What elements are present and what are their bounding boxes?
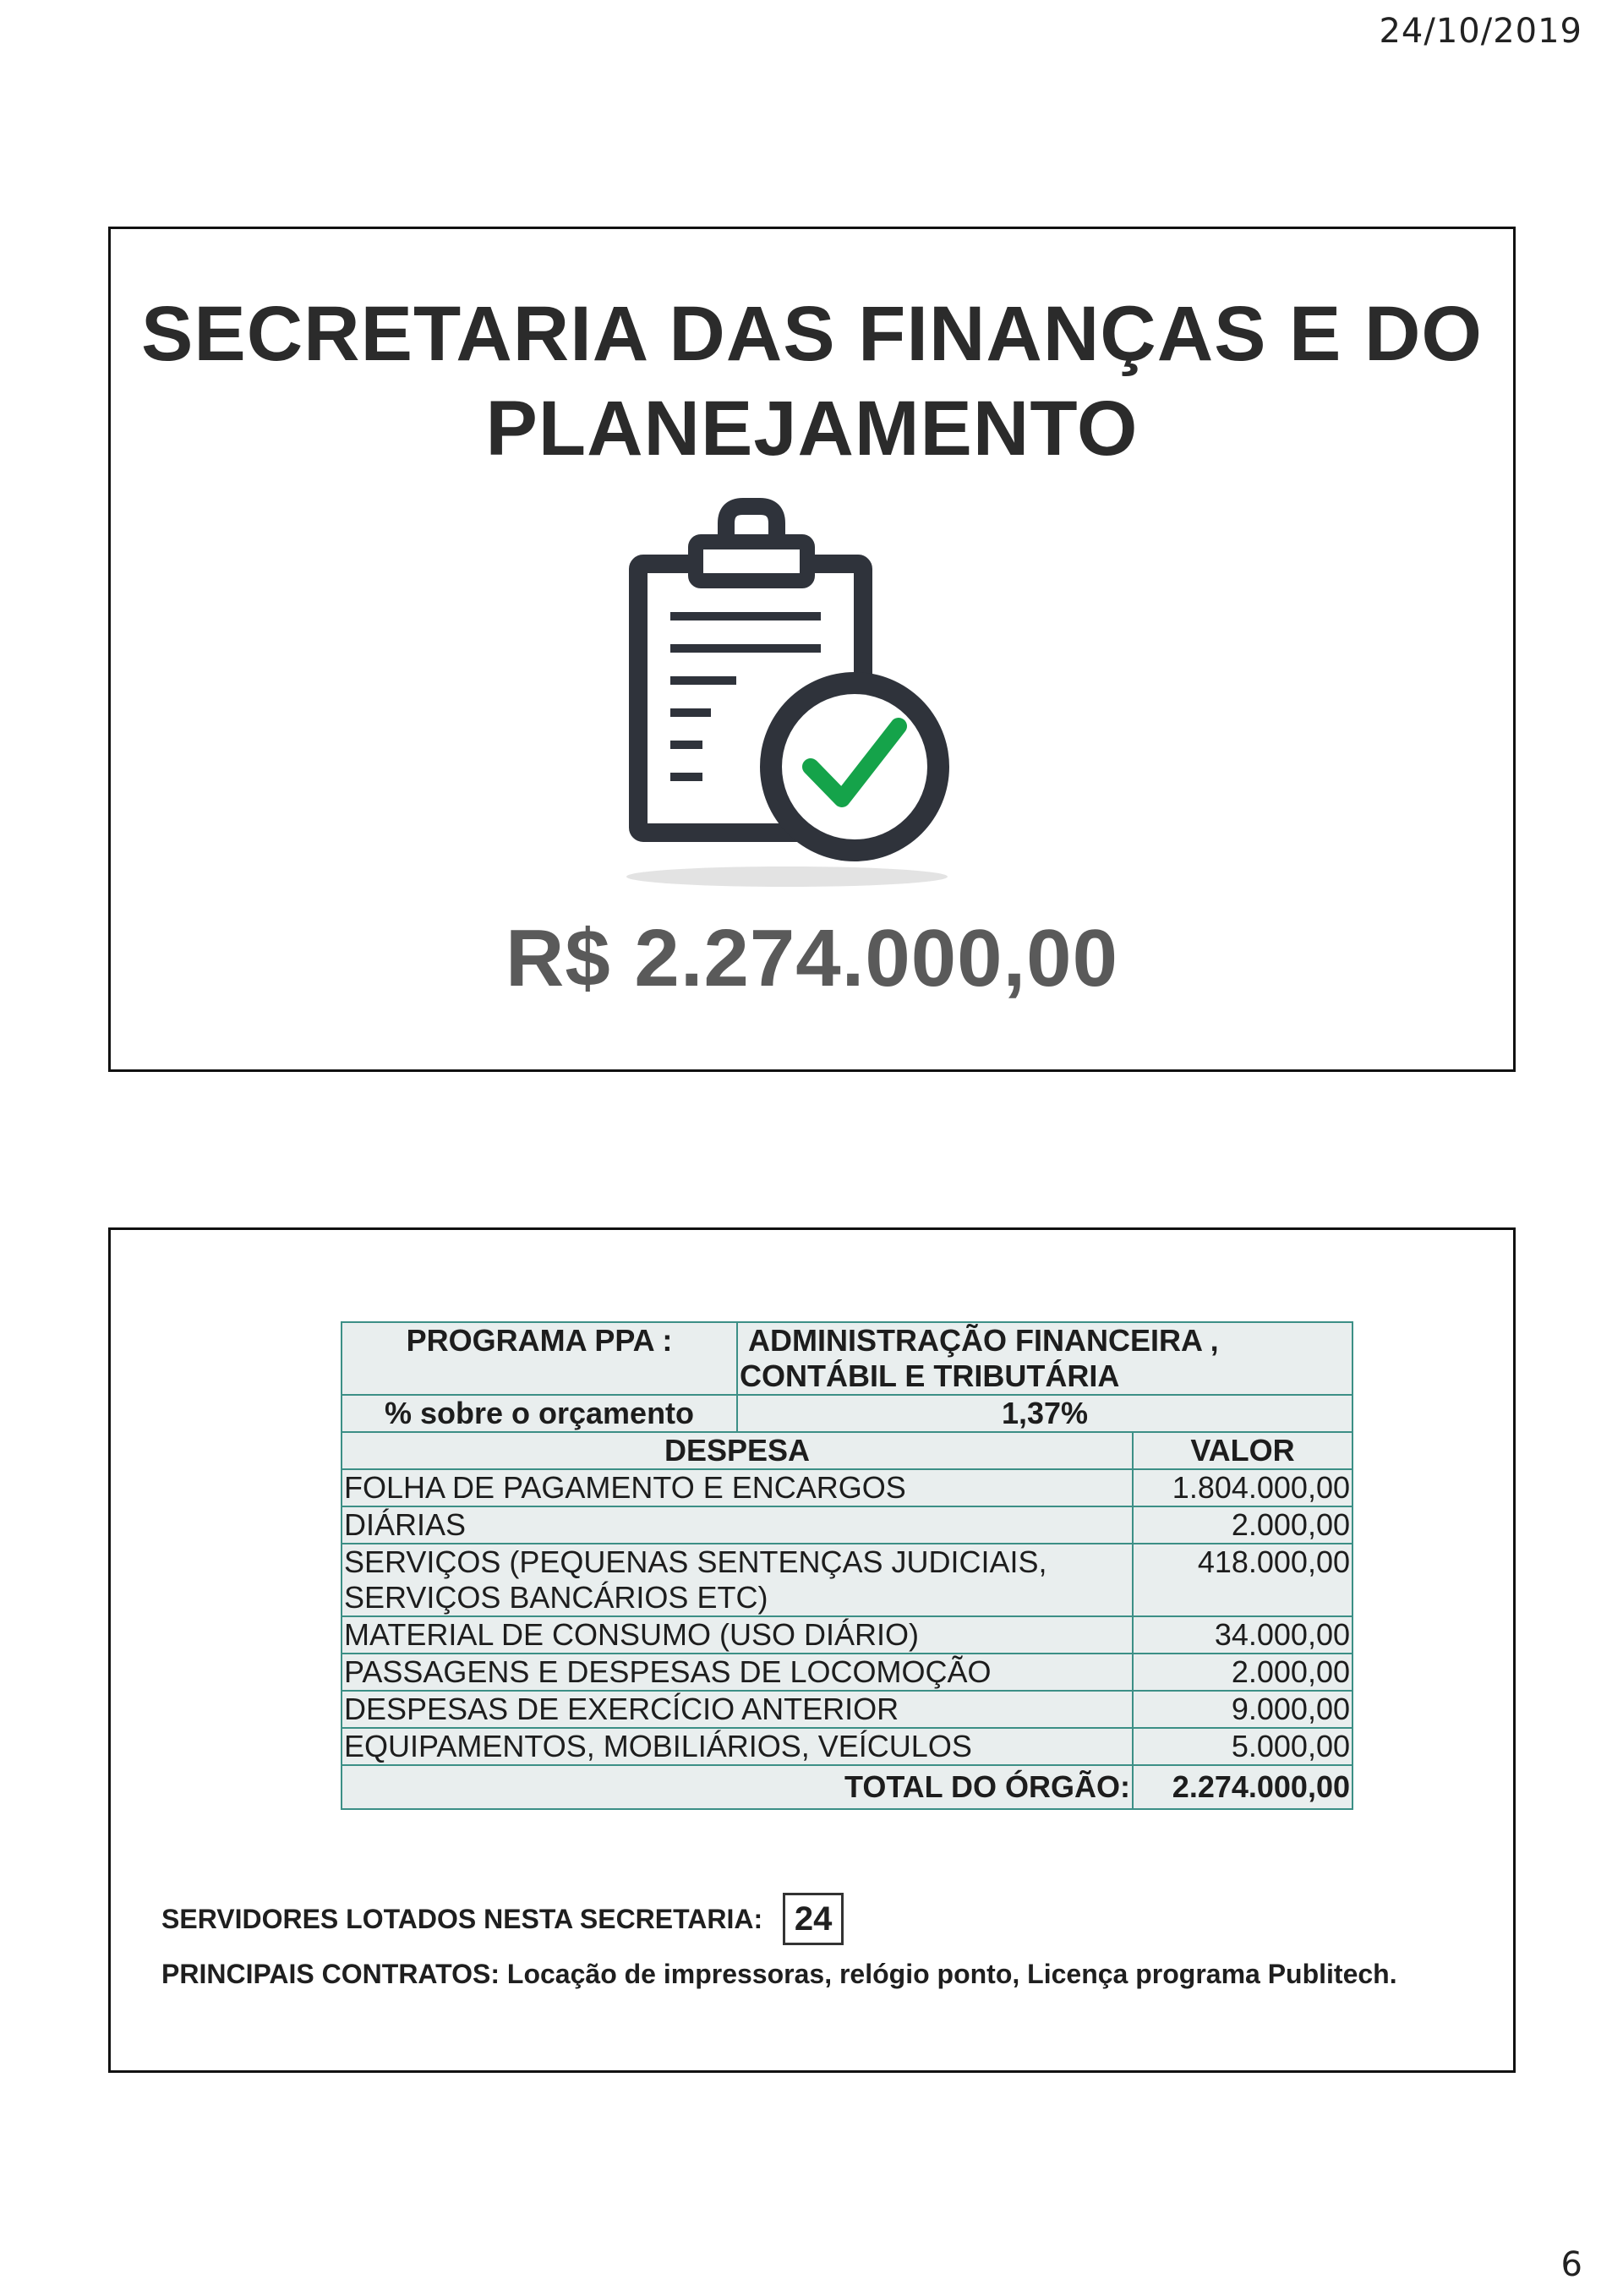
- table-total-row: [342, 1765, 1352, 1809]
- total-value: 2.274.000,00: [1133, 1765, 1352, 1809]
- table-row: [342, 1544, 1352, 1616]
- slide-budget-detail: [108, 1227, 1516, 2073]
- staff-label: SERVIDORES LOTADOS NESTA SECRETARIA:: [161, 1903, 763, 1934]
- table-header-row: [342, 1432, 1352, 1469]
- page-number: 6: [1560, 2245, 1582, 2284]
- program-value-line-2: CONTÁBIL E TRIBUTÁRIA: [740, 1358, 1120, 1393]
- column-header-value: VALOR: [1133, 1432, 1352, 1469]
- table-row: [342, 1469, 1352, 1506]
- clipboard-check-icon: [626, 498, 998, 887]
- value-cell: 34.000,00: [1133, 1616, 1352, 1654]
- staff-count: 24: [783, 1893, 844, 1945]
- contracts-row: [161, 1959, 1397, 1990]
- total-label: TOTAL DO ÓRGÃO:: [342, 1765, 1133, 1809]
- title-line-1: SECRETARIA DAS FINANÇAS E DO: [141, 291, 1483, 377]
- table-row: [342, 1654, 1352, 1691]
- percent-value: 1,37%: [737, 1395, 1352, 1432]
- value-cell: 2.000,00: [1133, 1654, 1352, 1691]
- title-line-2: PLANEJAMENTO: [485, 385, 1139, 472]
- value-cell: 9.000,00: [1133, 1691, 1352, 1728]
- value-cell: 418.000,00: [1133, 1544, 1352, 1616]
- table-row: [342, 1691, 1352, 1728]
- expense-line-1: SERVIÇOS (PEQUENAS SENTENÇAS JUDICIAIS,: [344, 1544, 1047, 1579]
- staff-row: [161, 1893, 844, 1945]
- program-label: PROGRAMA PPA :: [342, 1322, 737, 1395]
- table-row: [342, 1728, 1352, 1765]
- table-row-percent: [342, 1395, 1352, 1432]
- table-row: [342, 1616, 1352, 1654]
- program-value-line-1: ADMINISTRAÇÃO FINANCEIRA ,: [748, 1323, 1219, 1358]
- expense-line-2: SERVIÇOS BANCÁRIOS ETC): [344, 1580, 768, 1615]
- page-date: 24/10/2019: [1379, 12, 1582, 51]
- expense-cell: DESPESAS DE EXERCÍCIO ANTERIOR: [342, 1691, 1133, 1728]
- contracts-text: Locação de impressoras, relógio ponto, Licença programa Publitech.: [500, 1959, 1397, 1989]
- table-row: [342, 1506, 1352, 1544]
- percent-label: % sobre o orçamento: [342, 1395, 737, 1432]
- slide-title-card: [108, 227, 1516, 1072]
- program-value: [737, 1322, 1352, 1395]
- contracts-label: PRINCIPAIS CONTRATOS:: [161, 1959, 500, 1989]
- expense-cell: MATERIAL DE CONSUMO (USO DIÁRIO): [342, 1616, 1133, 1654]
- budget-table: [341, 1321, 1353, 1810]
- expense-cell: [342, 1544, 1133, 1616]
- expense-cell: DIÁRIAS: [342, 1506, 1133, 1544]
- slide-title: [111, 287, 1513, 476]
- value-cell: 2.000,00: [1133, 1506, 1352, 1544]
- table-row-program: [342, 1322, 1352, 1395]
- expense-cell: FOLHA DE PAGAMENTO E ENCARGOS: [342, 1469, 1133, 1506]
- budget-amount: R$ 2.274.000,00: [505, 913, 1118, 1003]
- expense-cell: EQUIPAMENTOS, MOBILIÁRIOS, VEÍCULOS: [342, 1728, 1133, 1765]
- value-cell: 1.804.000,00: [1133, 1469, 1352, 1506]
- expense-cell: PASSAGENS E DESPESAS DE LOCOMOÇÃO: [342, 1654, 1133, 1691]
- column-header-expense: DESPESA: [342, 1432, 1133, 1469]
- value-cell: 5.000,00: [1133, 1728, 1352, 1765]
